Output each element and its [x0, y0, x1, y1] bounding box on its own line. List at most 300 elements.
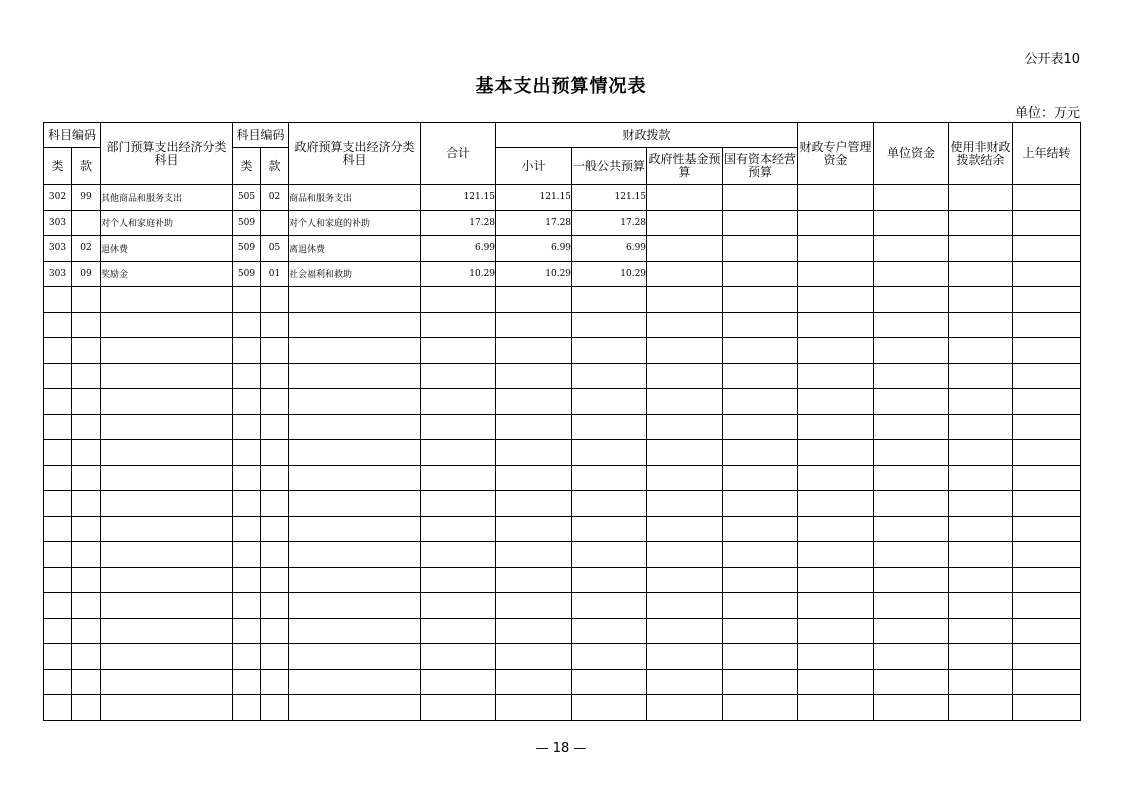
- cell-gov-kuan: 01: [261, 261, 289, 287]
- cell-subtotal: 121.15: [496, 185, 572, 211]
- empty-cell: [572, 312, 647, 338]
- empty-cell: [798, 312, 874, 338]
- empty-cell: [572, 542, 647, 568]
- empty-cell: [289, 312, 421, 338]
- empty-cell: [421, 440, 496, 466]
- cell-lei: 303: [44, 236, 72, 262]
- empty-cell: [723, 593, 798, 619]
- cell-prev-carryover: [1013, 261, 1081, 287]
- cell-non-fiscal-balance: [949, 185, 1013, 211]
- empty-cell: [101, 516, 233, 542]
- header-general-budget: 一般公共预算: [572, 148, 647, 185]
- empty-cell: [289, 465, 421, 491]
- empty-cell: [723, 695, 798, 721]
- empty-cell: [101, 567, 233, 593]
- empty-row: [44, 542, 1081, 568]
- empty-cell: [572, 644, 647, 670]
- empty-cell: [723, 644, 798, 670]
- empty-cell: [949, 669, 1013, 695]
- empty-cell: [233, 593, 261, 619]
- empty-row: [44, 644, 1081, 670]
- empty-cell: [261, 593, 289, 619]
- empty-cell: [289, 338, 421, 364]
- empty-cell: [44, 516, 72, 542]
- empty-row: [44, 465, 1081, 491]
- header-state-capital-budget: 国有资本经营预算: [723, 148, 798, 185]
- empty-cell: [798, 440, 874, 466]
- cell-gov-subject: 对个人和家庭的补助: [289, 210, 421, 236]
- cell-kuan: [72, 210, 101, 236]
- empty-cell: [1013, 618, 1081, 644]
- empty-cell: [289, 567, 421, 593]
- cell-state-capital: [723, 236, 798, 262]
- empty-cell: [233, 644, 261, 670]
- empty-cell: [261, 465, 289, 491]
- empty-cell: [1013, 567, 1081, 593]
- empty-cell: [72, 542, 101, 568]
- empty-cell: [421, 567, 496, 593]
- empty-row: [44, 593, 1081, 619]
- empty-cell: [1013, 516, 1081, 542]
- empty-cell: [261, 491, 289, 517]
- empty-cell: [289, 440, 421, 466]
- empty-cell: [874, 389, 949, 415]
- empty-cell: [647, 312, 723, 338]
- cell-total: 121.15: [421, 185, 496, 211]
- empty-cell: [572, 669, 647, 695]
- empty-cell: [949, 516, 1013, 542]
- empty-cell: [101, 542, 233, 568]
- empty-cell: [233, 491, 261, 517]
- empty-cell: [496, 644, 572, 670]
- empty-cell: [233, 695, 261, 721]
- empty-cell: [496, 312, 572, 338]
- cell-state-capital: [723, 210, 798, 236]
- empty-cell: [874, 465, 949, 491]
- empty-cell: [798, 618, 874, 644]
- empty-cell: [949, 644, 1013, 670]
- unit-label: 单位：万元: [1014, 106, 1080, 121]
- empty-cell: [44, 491, 72, 517]
- empty-cell: [874, 287, 949, 313]
- empty-row: [44, 312, 1081, 338]
- empty-cell: [261, 287, 289, 313]
- empty-cell: [949, 618, 1013, 644]
- cell-gov-subject: 商品和服务支出: [289, 185, 421, 211]
- empty-row: [44, 516, 1081, 542]
- empty-cell: [874, 440, 949, 466]
- empty-cell: [101, 669, 233, 695]
- empty-cell: [572, 414, 647, 440]
- cell-unit-funds: [874, 185, 949, 211]
- empty-cell: [101, 491, 233, 517]
- budget-table: [43, 122, 1081, 721]
- empty-cell: [798, 669, 874, 695]
- cell-general-budget: 10.29: [572, 261, 647, 287]
- cell-lei: 303: [44, 210, 72, 236]
- cell-state-capital: [723, 185, 798, 211]
- empty-cell: [1013, 644, 1081, 670]
- empty-cell: [421, 516, 496, 542]
- empty-cell: [421, 542, 496, 568]
- empty-cell: [874, 491, 949, 517]
- empty-cell: [421, 593, 496, 619]
- empty-cell: [723, 516, 798, 542]
- empty-cell: [44, 644, 72, 670]
- header-subtotal: 小计: [496, 148, 572, 185]
- cell-lei: 303: [44, 261, 72, 287]
- empty-row: [44, 389, 1081, 415]
- table-row: [44, 185, 1081, 211]
- empty-row: [44, 618, 1081, 644]
- empty-cell: [261, 389, 289, 415]
- empty-cell: [289, 287, 421, 313]
- empty-cell: [874, 593, 949, 619]
- cell-kuan: 99: [72, 185, 101, 211]
- empty-cell: [72, 363, 101, 389]
- empty-cell: [44, 414, 72, 440]
- cell-prev-carryover: [1013, 185, 1081, 211]
- empty-cell: [798, 338, 874, 364]
- empty-row: [44, 338, 1081, 364]
- empty-cell: [949, 440, 1013, 466]
- empty-cell: [647, 491, 723, 517]
- cell-gov-lei: 505: [233, 185, 261, 211]
- table-row: [44, 236, 1081, 262]
- empty-cell: [949, 542, 1013, 568]
- empty-cell: [949, 338, 1013, 364]
- empty-cell: [572, 440, 647, 466]
- empty-cell: [647, 542, 723, 568]
- cell-non-fiscal-balance: [949, 210, 1013, 236]
- header-non-fiscal-balance: 使用非财政拨款结余: [949, 123, 1013, 185]
- empty-cell: [647, 465, 723, 491]
- empty-cell: [572, 695, 647, 721]
- empty-cell: [44, 593, 72, 619]
- empty-cell: [723, 465, 798, 491]
- empty-cell: [874, 516, 949, 542]
- empty-cell: [572, 567, 647, 593]
- cell-gov-subject: 社会福利和救助: [289, 261, 421, 287]
- empty-cell: [72, 669, 101, 695]
- empty-cell: [496, 363, 572, 389]
- empty-cell: [496, 695, 572, 721]
- empty-cell: [723, 618, 798, 644]
- cell-special-mgmt: [798, 261, 874, 287]
- empty-cell: [289, 363, 421, 389]
- empty-cell: [233, 363, 261, 389]
- empty-cell: [723, 414, 798, 440]
- empty-cell: [496, 669, 572, 695]
- empty-cell: [289, 414, 421, 440]
- empty-cell: [949, 593, 1013, 619]
- empty-cell: [723, 287, 798, 313]
- empty-cell: [496, 389, 572, 415]
- empty-cell: [1013, 363, 1081, 389]
- empty-cell: [949, 312, 1013, 338]
- empty-cell: [949, 363, 1013, 389]
- empty-cell: [572, 363, 647, 389]
- empty-cell: [1013, 338, 1081, 364]
- empty-cell: [798, 516, 874, 542]
- cell-subtotal: 10.29: [496, 261, 572, 287]
- cell-kuan: 02: [72, 236, 101, 262]
- empty-cell: [647, 567, 723, 593]
- empty-cell: [1013, 440, 1081, 466]
- empty-row: [44, 491, 1081, 517]
- empty-cell: [261, 669, 289, 695]
- cell-dept-subject: 对个人和家庭补助: [101, 210, 233, 236]
- empty-cell: [723, 567, 798, 593]
- empty-cell: [874, 363, 949, 389]
- header-gov-kuan: 款: [261, 148, 289, 185]
- form-number: 公开表10: [1024, 52, 1080, 67]
- empty-cell: [647, 618, 723, 644]
- empty-cell: [44, 695, 72, 721]
- empty-cell: [421, 491, 496, 517]
- empty-cell: [647, 644, 723, 670]
- empty-cell: [949, 287, 1013, 313]
- empty-cell: [261, 644, 289, 670]
- cell-general-budget: 6.99: [572, 236, 647, 262]
- empty-cell: [421, 669, 496, 695]
- empty-cell: [72, 414, 101, 440]
- empty-row: [44, 669, 1081, 695]
- cell-general-budget: 17.28: [572, 210, 647, 236]
- cell-special-mgmt: [798, 236, 874, 262]
- empty-cell: [572, 465, 647, 491]
- empty-cell: [101, 695, 233, 721]
- empty-cell: [72, 516, 101, 542]
- empty-cell: [798, 542, 874, 568]
- empty-cell: [1013, 465, 1081, 491]
- empty-cell: [44, 669, 72, 695]
- empty-row: [44, 287, 1081, 313]
- empty-cell: [233, 414, 261, 440]
- empty-cell: [421, 695, 496, 721]
- empty-cell: [496, 440, 572, 466]
- cell-non-fiscal-balance: [949, 236, 1013, 262]
- empty-cell: [874, 644, 949, 670]
- header-total: 合计: [421, 123, 496, 185]
- empty-cell: [44, 440, 72, 466]
- empty-cell: [72, 567, 101, 593]
- empty-cell: [72, 312, 101, 338]
- empty-cell: [72, 287, 101, 313]
- empty-cell: [261, 440, 289, 466]
- empty-cell: [421, 363, 496, 389]
- empty-cell: [496, 618, 572, 644]
- table-row: [44, 210, 1081, 236]
- empty-cell: [233, 440, 261, 466]
- empty-cell: [72, 440, 101, 466]
- empty-cell: [647, 669, 723, 695]
- empty-cell: [1013, 414, 1081, 440]
- empty-row: [44, 440, 1081, 466]
- empty-cell: [874, 618, 949, 644]
- empty-cell: [421, 287, 496, 313]
- empty-cell: [798, 593, 874, 619]
- table-row: [44, 261, 1081, 287]
- empty-cell: [101, 363, 233, 389]
- cell-non-fiscal-balance: [949, 261, 1013, 287]
- empty-cell: [289, 669, 421, 695]
- header-unit-funds: 单位资金: [874, 123, 949, 185]
- empty-cell: [1013, 287, 1081, 313]
- empty-cell: [101, 287, 233, 313]
- cell-total: 6.99: [421, 236, 496, 262]
- page-number: — 18 —: [535, 741, 587, 756]
- empty-cell: [874, 312, 949, 338]
- empty-cell: [647, 695, 723, 721]
- cell-kuan: 09: [72, 261, 101, 287]
- empty-cell: [101, 593, 233, 619]
- cell-unit-funds: [874, 261, 949, 287]
- empty-cell: [233, 312, 261, 338]
- empty-cell: [496, 414, 572, 440]
- empty-cell: [949, 695, 1013, 721]
- cell-gov-fund: [647, 210, 723, 236]
- empty-cell: [1013, 389, 1081, 415]
- empty-cell: [101, 312, 233, 338]
- empty-cell: [723, 669, 798, 695]
- empty-cell: [1013, 695, 1081, 721]
- empty-cell: [798, 567, 874, 593]
- cell-prev-carryover: [1013, 236, 1081, 262]
- empty-cell: [798, 491, 874, 517]
- empty-cell: [949, 414, 1013, 440]
- empty-cell: [44, 312, 72, 338]
- empty-cell: [647, 338, 723, 364]
- empty-cell: [1013, 312, 1081, 338]
- empty-row: [44, 567, 1081, 593]
- empty-cell: [101, 414, 233, 440]
- empty-cell: [101, 440, 233, 466]
- empty-cell: [72, 491, 101, 517]
- header-kuan: 款: [72, 148, 101, 185]
- cell-gov-lei: 509: [233, 261, 261, 287]
- empty-cell: [874, 542, 949, 568]
- header-fiscal-appropriation: 财政拨款: [496, 123, 798, 148]
- cell-subtotal: 6.99: [496, 236, 572, 262]
- empty-cell: [44, 363, 72, 389]
- empty-cell: [44, 465, 72, 491]
- empty-cell: [44, 542, 72, 568]
- empty-cell: [261, 695, 289, 721]
- empty-cell: [496, 542, 572, 568]
- empty-cell: [723, 491, 798, 517]
- empty-cell: [261, 363, 289, 389]
- empty-cell: [261, 542, 289, 568]
- empty-cell: [496, 567, 572, 593]
- page-title: 基本支出预算情况表: [475, 76, 647, 97]
- empty-cell: [44, 618, 72, 644]
- cell-lei: 302: [44, 185, 72, 211]
- empty-cell: [233, 542, 261, 568]
- empty-cell: [798, 695, 874, 721]
- empty-cell: [798, 287, 874, 313]
- empty-row: [44, 414, 1081, 440]
- cell-dept-subject: 退休费: [101, 236, 233, 262]
- empty-cell: [44, 389, 72, 415]
- empty-cell: [421, 465, 496, 491]
- empty-cell: [233, 516, 261, 542]
- empty-row: [44, 695, 1081, 721]
- header-prev-carryover: 上年结转: [1013, 123, 1081, 185]
- cell-gov-lei: 509: [233, 210, 261, 236]
- cell-gov-fund: [647, 261, 723, 287]
- empty-cell: [421, 414, 496, 440]
- empty-cell: [72, 465, 101, 491]
- empty-cell: [496, 516, 572, 542]
- empty-cell: [233, 287, 261, 313]
- empty-cell: [572, 338, 647, 364]
- empty-cell: [233, 669, 261, 695]
- empty-cell: [874, 669, 949, 695]
- empty-cell: [421, 618, 496, 644]
- cell-unit-funds: [874, 236, 949, 262]
- empty-cell: [798, 465, 874, 491]
- empty-cell: [233, 567, 261, 593]
- empty-cell: [647, 363, 723, 389]
- empty-cell: [496, 491, 572, 517]
- empty-cell: [723, 363, 798, 389]
- table-header: [44, 123, 1081, 185]
- empty-cell: [874, 338, 949, 364]
- cell-gov-lei: 509: [233, 236, 261, 262]
- empty-cell: [72, 618, 101, 644]
- empty-cell: [723, 338, 798, 364]
- empty-cell: [798, 414, 874, 440]
- empty-cell: [647, 414, 723, 440]
- empty-cell: [949, 567, 1013, 593]
- empty-cell: [723, 440, 798, 466]
- header-gov-subject: 政府预算支出经济分类科目: [289, 123, 421, 185]
- empty-cell: [949, 389, 1013, 415]
- empty-cell: [289, 491, 421, 517]
- empty-cell: [101, 389, 233, 415]
- empty-cell: [874, 414, 949, 440]
- empty-cell: [72, 644, 101, 670]
- empty-cell: [874, 567, 949, 593]
- empty-cell: [647, 593, 723, 619]
- empty-cell: [101, 644, 233, 670]
- empty-cell: [289, 644, 421, 670]
- header-special-account-funds: 财政专户管理资金: [798, 123, 874, 185]
- cell-gov-kuan: 05: [261, 236, 289, 262]
- empty-cell: [289, 695, 421, 721]
- empty-cell: [289, 389, 421, 415]
- empty-cell: [496, 338, 572, 364]
- empty-cell: [798, 644, 874, 670]
- empty-cell: [261, 338, 289, 364]
- empty-cell: [496, 465, 572, 491]
- empty-cell: [44, 287, 72, 313]
- cell-dept-subject: 奖励金: [101, 261, 233, 287]
- empty-cell: [101, 338, 233, 364]
- empty-cell: [421, 312, 496, 338]
- empty-cell: [421, 338, 496, 364]
- empty-cell: [261, 567, 289, 593]
- empty-cell: [261, 312, 289, 338]
- empty-cell: [647, 389, 723, 415]
- empty-cell: [798, 389, 874, 415]
- empty-cell: [572, 491, 647, 517]
- empty-row: [44, 363, 1081, 389]
- empty-cell: [289, 618, 421, 644]
- empty-cell: [72, 338, 101, 364]
- empty-cell: [101, 465, 233, 491]
